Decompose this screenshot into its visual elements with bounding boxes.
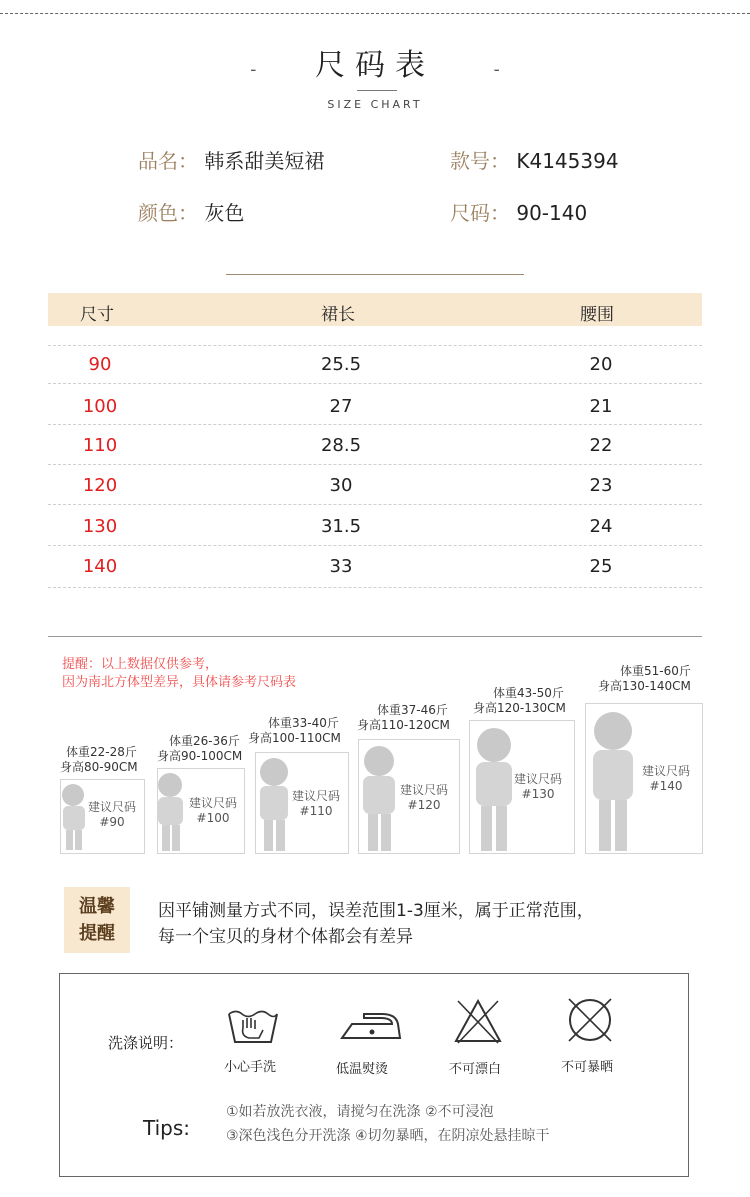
- row-divider: [48, 504, 702, 505]
- figure-label: [473, 686, 566, 716]
- title-dash-left: -: [250, 59, 257, 80]
- section-divider: [48, 636, 702, 637]
- suggest-label: 建议尺码: [87, 800, 136, 814]
- product-color-value: 灰色: [204, 201, 245, 225]
- top-dashed-divider: [0, 13, 750, 14]
- length-cell: 31.5: [320, 516, 362, 537]
- suggest-label: 建议尺码: [399, 783, 448, 797]
- figure-weight: 体重37-46斤: [377, 703, 448, 717]
- waist-cell: 24: [589, 516, 613, 537]
- wash-label-hand: 小心手洗: [224, 1060, 277, 1075]
- info-divider: [226, 274, 524, 275]
- product-style-key: 款号：: [450, 149, 510, 173]
- waist-cell: 21: [589, 396, 613, 417]
- figure-height: 身高90-100CM: [157, 749, 243, 763]
- product-color-key: 颜色：: [138, 201, 198, 225]
- waist-cell: 25: [589, 556, 613, 577]
- title-text: 尺码表: [315, 48, 435, 83]
- figure-suggestion: [183, 796, 243, 826]
- figure-suggestion: [285, 789, 347, 819]
- product-name-value: 韩系甜美短裙: [204, 149, 325, 173]
- figure-label: [60, 745, 138, 775]
- suggest-size: #130: [521, 787, 555, 801]
- figure-weight: 体重43-50斤: [493, 686, 564, 700]
- title-underline: [357, 90, 397, 91]
- suggest-size: #110: [299, 804, 333, 818]
- reminder-line-1: 提醒：以上数据仅供参考，: [62, 657, 219, 672]
- product-size-value: 90-140: [516, 201, 588, 225]
- figure-suggestion: [82, 800, 142, 830]
- low-iron-icon: [338, 1008, 404, 1042]
- size-cell: 110: [82, 435, 118, 456]
- no-bleach-icon: [452, 997, 504, 1045]
- figure-height: 身高130-140CM: [598, 679, 691, 693]
- hand-wash-icon: [225, 1000, 281, 1046]
- table-header-length: 裙长: [321, 305, 355, 325]
- figure-suggestion: [633, 764, 699, 794]
- figure-height: 身高120-130CM: [473, 701, 566, 715]
- row-divider: [48, 545, 702, 546]
- suggest-size: #120: [407, 798, 441, 812]
- row-divider: [48, 345, 702, 346]
- product-name-key: 品名：: [138, 149, 198, 173]
- figure-label: [357, 703, 450, 733]
- warm-label-2: 提醒: [79, 923, 115, 944]
- wash-label-sun: 不可暴晒: [561, 1060, 614, 1075]
- reminder-line-2: 因为南北方体型差异，具体请参考尺码表: [62, 675, 297, 690]
- product-size-key: 尺码：: [450, 201, 510, 225]
- warm-line-2: 每一个宝贝的身材个体都会有差异: [158, 927, 413, 947]
- product-name: [138, 145, 324, 174]
- figure-suggestion: [506, 772, 570, 802]
- row-divider: [48, 383, 702, 384]
- waist-cell: 23: [589, 475, 613, 496]
- figure-label: [598, 664, 691, 694]
- size-cell: 140: [82, 556, 118, 577]
- reminder-note: [62, 656, 296, 692]
- figure-height: 身高110-120CM: [357, 718, 450, 732]
- tips-label: Tips:: [143, 1116, 191, 1140]
- tip-line-2: ③深色浅色分开洗涤 ④切勿暴晒，在阴凉处悬挂晾干: [226, 1128, 550, 1144]
- page-title: [0, 40, 750, 84]
- length-cell: 27: [329, 396, 353, 417]
- size-cell: 120: [82, 475, 118, 496]
- product-size: [450, 197, 587, 226]
- suggest-label: 建议尺码: [641, 764, 690, 778]
- suggest-size: #90: [99, 815, 125, 829]
- no-sun-dry-icon: [565, 995, 615, 1045]
- wash-title: 洗涤说明：: [108, 1034, 184, 1052]
- figure-weight: 体重51-60斤: [620, 664, 691, 678]
- suggest-size: #140: [649, 779, 683, 793]
- row-divider: [48, 464, 702, 465]
- table-header-size: 尺寸: [80, 305, 114, 325]
- size-cell: 100: [82, 396, 118, 417]
- suggest-size: #100: [196, 811, 230, 825]
- length-cell: 33: [329, 556, 353, 577]
- warm-line-1: 因平铺测量方式不同，误差范围1-3厘米，属于正常范围，: [158, 901, 594, 921]
- row-divider: [48, 587, 702, 588]
- suggest-label: 建议尺码: [291, 789, 340, 803]
- product-color: [138, 197, 244, 226]
- warm-label-1: 温馨: [79, 896, 115, 917]
- product-style: [450, 145, 619, 174]
- tip-line-1: ①如若放洗衣液，请搅匀在洗涤 ②不可浸泡: [226, 1104, 494, 1120]
- figure-label: [157, 734, 242, 764]
- row-divider: [48, 424, 702, 425]
- warm-reminder-badge: [64, 887, 130, 953]
- figure-weight: 体重33-40斤: [268, 716, 339, 730]
- suggest-label: 建议尺码: [513, 772, 562, 786]
- figure-weight: 体重22-28斤: [66, 745, 137, 759]
- product-style-value: K4145394: [516, 149, 619, 173]
- length-cell: 30: [329, 475, 353, 496]
- warm-reminder-text: [158, 898, 594, 950]
- suggest-label: 建议尺码: [188, 796, 237, 810]
- figure-label: [248, 716, 341, 746]
- title-dash-right: -: [493, 59, 500, 80]
- size-cell: 130: [82, 516, 118, 537]
- length-cell: 25.5: [320, 354, 362, 375]
- figure-height: 身高100-110CM: [248, 731, 341, 745]
- figure-height: 身高80-90CM: [60, 760, 138, 774]
- page-subtitle: SIZE CHART: [327, 98, 423, 111]
- tips-text: [226, 1100, 550, 1148]
- wash-label-iron: 低温熨烫: [336, 1062, 389, 1077]
- waist-cell: 22: [589, 435, 613, 456]
- table-header-waist: 腰围: [580, 305, 614, 325]
- wash-label-bleach: 不可漂白: [449, 1062, 502, 1077]
- size-cell: 90: [88, 354, 112, 375]
- length-cell: 28.5: [320, 435, 362, 456]
- figure-weight: 体重26-36斤: [169, 734, 240, 748]
- figure-suggestion: [392, 783, 456, 813]
- waist-cell: 20: [589, 354, 613, 375]
